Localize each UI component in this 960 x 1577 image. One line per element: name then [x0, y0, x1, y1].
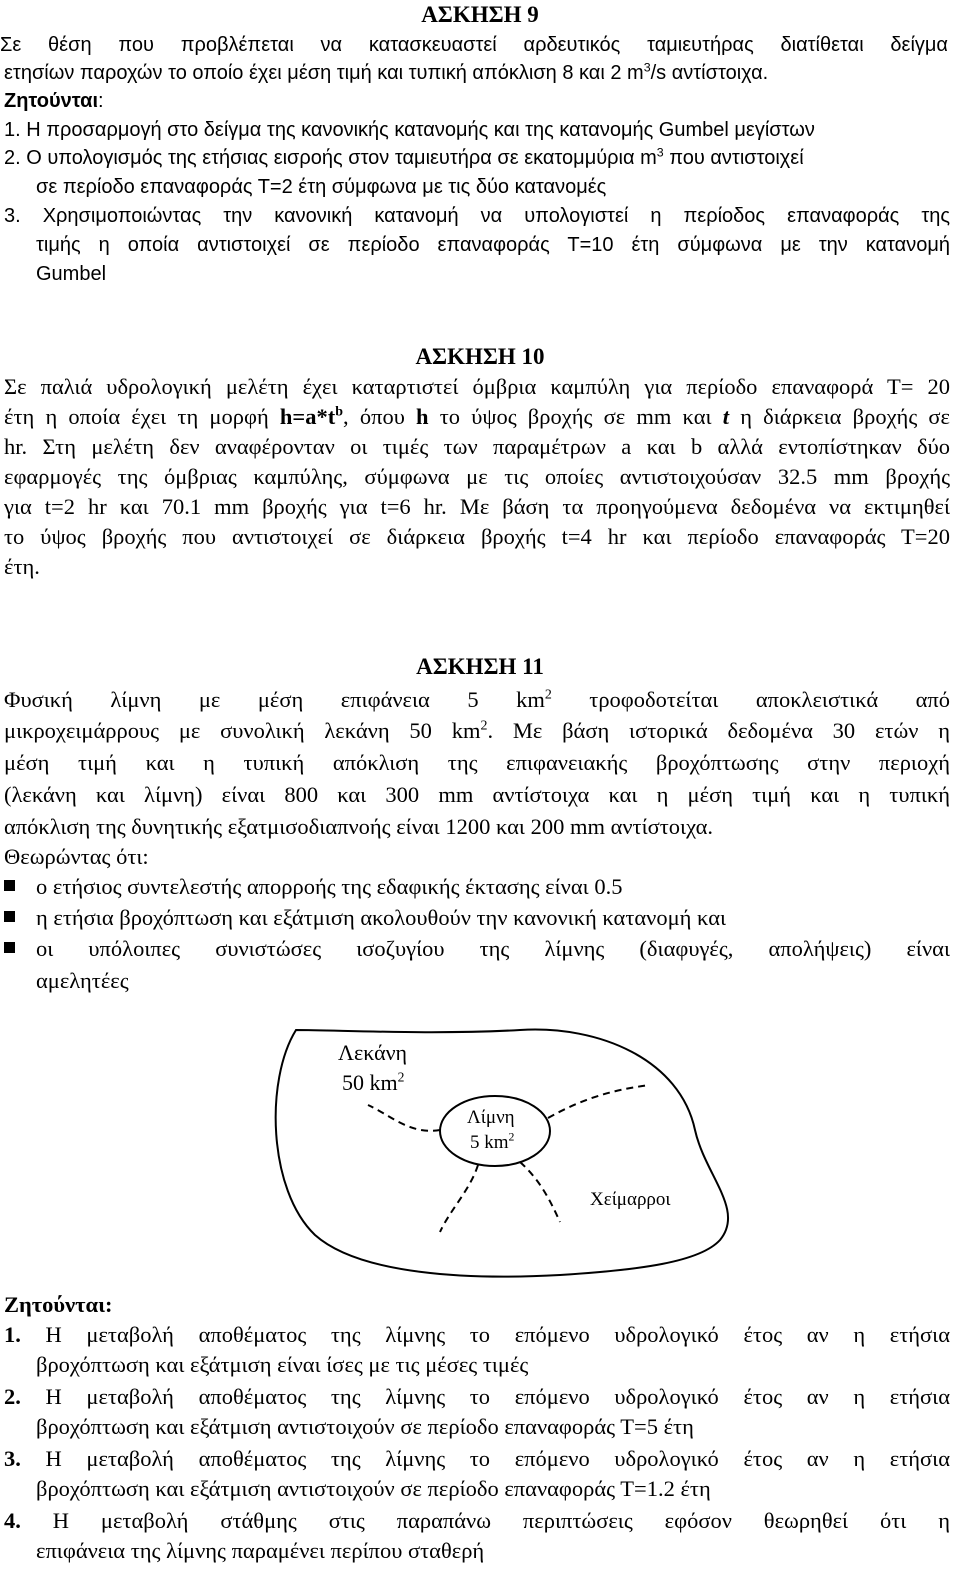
- ex9-line-1: Σε θέση που προβλέπεται να κατασκευαστεί αρδευτικός ταμιευτήρας διατίθεται δείγμα: [0, 34, 948, 56]
- ex11-question-4-cont: επιφάνεια της λίμνης παραμένει περίπου σταθερή: [36, 1538, 485, 1563]
- ex9-item-3: 3. Χρησιμοποιώντας την κανονική κατανομή να υπολογιστεί η περίοδος επαναφοράς της: [4, 205, 950, 227]
- ex11-question-3: 3. Η μεταβολή αποθέματος της λίμνης το επόμενο υδρολογικό έτος αν η ετήσια: [4, 1446, 950, 1471]
- ex9-item-1: 1. Η προσαρμογή στο δείγμα της κανονικής κατανομής και της κατανομής Gumbel μεγίστων: [4, 119, 815, 141]
- ex11-line-2: μικροχειμάρρους με συνολική λεκάνη 50 $km^2$. Με βάση ιστορικά δεδομένα 30 ετών η: [4, 718, 950, 743]
- lake-label: Λίμνη: [467, 1107, 515, 1128]
- basin-area-label: 50 $km^2$: [342, 1069, 405, 1095]
- ex11-line-6: Θεωρώντας ότι:: [4, 844, 149, 869]
- stream-1: [368, 1105, 440, 1131]
- stream-2: [440, 1165, 478, 1232]
- stream-3: [520, 1162, 560, 1222]
- ex11-line-1: Φυσική λίμνη με μέση επιφάνεια 5 $km^2$ τροφοδοτείται αποκλειστικά από: [4, 687, 951, 712]
- ex11-question-2: 2. Η μεταβολή αποθέματος της λίμνης το επόμενο υδρολογικό έτος αν η ετήσια: [4, 1384, 950, 1409]
- ex10-line-6: το ύψος βροχής που αντιστοιχεί σε διάρκεια βροχής t=4 hr και περίοδο επαναφοράς Τ=20: [4, 524, 950, 549]
- ex10-line-1: Σε παλιά υδρολογική μελέτη έχει καταρτιστεί όμβρια καμπύλη για περίοδο επαναφορά Τ= 20: [4, 374, 950, 399]
- lake-area-label: 5 $km^2$: [470, 1130, 515, 1153]
- ex11-line-4: (λεκάνη και λίμνη) είναι 800 και 300 mm αντίστοιχα και η μέση τιμή και η τυπική: [4, 782, 950, 807]
- ex9-line-2: ετησίων παροχών το οποίο έχει μέση τιμή και τυπική απόκλιση 8 και 2 $m^3/s$ αντίστοιχα.: [4, 60, 769, 84]
- basin-label: Λεκάνη: [338, 1040, 408, 1065]
- ex11-line-3: μέση τιμή και η τυπική απόκλιση της επιφανειακής βροχόπτωσης στην περιοχή: [4, 750, 950, 775]
- ex11-bullet-3: οι υπόλοιπες συνιστώσες ισοζυγίου της λίμνης (διαφυγές, απολήψεις) είναι: [36, 936, 950, 961]
- exercise-10-title: ΑΣΚΗΣΗ 10: [415, 344, 545, 369]
- ex9-requirements-label: Ζητούνται:: [4, 90, 104, 112]
- ex11-requirements-label: Ζητούνται:: [4, 1292, 113, 1317]
- ex10-line-4: εφαρμογές της όμβριας καμπύλης, σύμφωνα με τις οποίες αντιστοιχούσαν 32.5 mm βροχής: [4, 464, 950, 489]
- ex10-line-5: για t=2 hr και 70.1 mm βροχής για t=6 hr. Με βάση τα προηγούμενα δεδομένα να εκτιμηθεί: [4, 494, 950, 519]
- stream-4: [548, 1085, 650, 1118]
- ex11-line-5: απόκλιση της δυνητικής εξατμισοδιαπνοής είναι 1200 και 200 mm αντίστοιχα.: [4, 814, 714, 839]
- ex9-item-3-cont2: Gumbel: [36, 263, 107, 285]
- ex9-item-2-cont: σε περίοδο επαναφοράς Τ=2 έτη σύμφωνα με τις δύο κατανομές: [36, 176, 607, 198]
- ex10-line-7: έτη.: [4, 554, 40, 579]
- ex10-line-3: hr. Στη μελέτη δεν αναφέρονταν οι τιμές των παραμέτρων a και b αλλά εντοπίστηκαν δύο: [4, 434, 950, 459]
- exercise-11-title: ΑΣΚΗΣΗ 11: [416, 654, 544, 679]
- ex11-bullet-3-cont: αμελητέες: [36, 968, 129, 993]
- ex11-question-4: 4. Η μεταβολή στάθμης στις παραπάνω περιπτώσεις εφόσον θεωρηθεί ότι η: [4, 1508, 950, 1533]
- ex9-item-2: 2. Ο υπολογισμός της ετήσιας εισροής στον ταμιευτήρα σε εκατομμύρια $m^3$ που αντιστοιχεί: [4, 145, 804, 169]
- ex10-line-2: έτη η οποία έχει τη μορφή $h=a*t^b$, όπου h το ύψος βροχής σε mm και t η διάρκεια βροχής σε: [4, 404, 951, 429]
- ex11-question-1: 1. Η μεταβολή αποθέματος της λίμνης το επόμενο υδρολογικό έτος αν η ετήσια: [4, 1322, 950, 1347]
- ex11-question-3-cont: βροχόπτωση και εξάτμιση αντιστοιχούν σε περίοδο επαναφοράς Τ=1.2 έτη: [36, 1476, 711, 1501]
- ex11-question-2-cont: βροχόπτωση και εξάτμιση αντιστοιχούν σε περίοδο επαναφοράς Τ=5 έτη: [36, 1414, 694, 1439]
- streams-label: Χείμαρροι: [590, 1189, 671, 1210]
- exercise-9-title: ΑΣΚΗΣΗ 9: [421, 2, 539, 27]
- ex11-bullet-1: ο ετήσιος συντελεστής απορροής της εδαφικής έκτασης είναι 0.5: [36, 874, 623, 899]
- ex11-question-1-cont: βροχόπτωση και εξάτμιση είναι ίσες με τις μέσες τιμές: [36, 1352, 529, 1377]
- ex11-bullet-2: η ετήσια βροχόπτωση και εξάτμιση ακολουθούν την κανονική κατανομή και: [36, 905, 727, 930]
- ex9-item-3-cont: τιμής η οποία αντιστοιχεί σε περίοδο επαναφοράς Τ=10 έτη σύμφωνα με την κατανομή: [36, 234, 950, 256]
